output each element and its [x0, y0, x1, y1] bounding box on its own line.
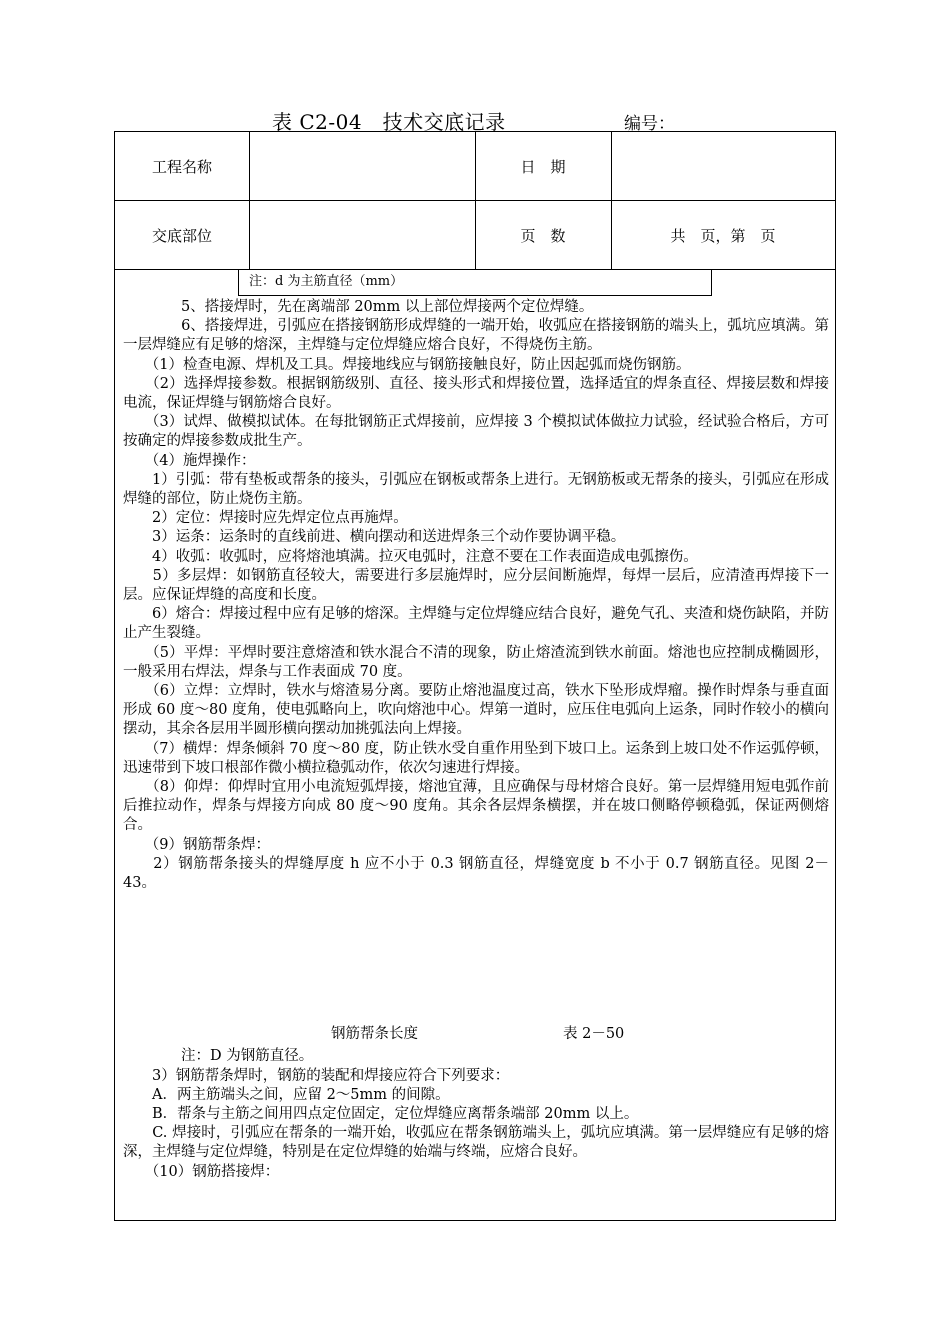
paragraph: 5、搭接焊时，先在离端部 20mm 以上部位焊接两个定位焊缝。: [123, 299, 594, 315]
column-divider: [611, 132, 612, 269]
date-label: 日 期: [520, 158, 566, 176]
document-number-label: 编号：: [624, 114, 675, 134]
form-title-bar: [0, 104, 950, 134]
handover-part-label: 交底部位: [151, 227, 212, 245]
paragraph: （4）施焊操作：: [123, 452, 256, 469]
paragraph: 3）运条：运条时的直线前进、横向摆动和送进焊条三个动作要协调平稳。: [123, 529, 626, 546]
paragraph: A．两主筋端头之间，应留 2～5mm 的间隙。: [123, 1086, 450, 1103]
figure-space: [123, 893, 829, 1025]
paragraph: 6）熔合：焊接过程中应有足够的熔深。主焊缝与定位焊缝应结合良好，避免气孔、夹渣和烧伤缺陷，并防止产生裂缝。: [123, 606, 829, 642]
diameter-note-box: 注：d 为主筋直径（mm）: [238, 270, 712, 296]
paragraph: （10）钢筋搭接焊：: [123, 1163, 280, 1180]
paragraph: 4）收弧：收弧时，应将熔池填满。拉灭电弧时，注意不要在工作表面造成电弧擦伤。: [123, 548, 698, 565]
paragraph: （5）平焊：平焊时要注意熔渣和铁水混合不清的现象，防止熔渣流到铁水前面。熔池也应控制成椭圆形，一般采用右焊法，焊条与工作表面成 70 度。: [123, 644, 829, 680]
paragraph: 2）定位：焊接时应先焊定位点再施焊。: [123, 510, 408, 527]
record-form: [114, 131, 836, 1221]
table-caption: [123, 1025, 829, 1047]
paragraph: （6）立焊：立焊时，铁水与熔渣易分离。要防止熔池温度过高，铁水下坠形成焊瘤。操作时焊条与垂直面形成 60 度～80 度角，使电弧略向上，吹向熔池中心。焊第一道时，应压住电弧向上运条，同时作较小的横向摆动，其余各层用半圆形横向摆动加挑弧法向上焊接。: [123, 683, 829, 738]
paragraph: 1）引弧：带有垫板或帮条的接头，引弧应在钢板或帮条上进行。无钢筋板或无帮条的接头，引弧应在形成焊缝的部位，防止烧伤主筋。: [123, 471, 829, 508]
paragraph: 6、搭接焊进，引弧应在搭接钢筋形成焊缝的一端开始，收弧应在搭接钢筋的端头上，弧坑应填满。第一层焊缝应有足够的熔深，主焊缝与定位焊缝应熔合良好，不得烧伤主筋。: [123, 318, 829, 354]
paragraph: 2）钢筋帮条接头的焊缝厚度 h 应不小于 0.3 钢筋直径，焊缝宽度 b 不小于 0.7 钢筋直径。见图 2－43。: [123, 855, 829, 892]
table-caption-number: 表 2－50: [563, 1026, 625, 1043]
handover-content: [123, 298, 829, 1182]
paragraph: （9）钢筋帮条焊：: [123, 836, 270, 853]
paragraph: （2）选择焊接参数。根据钢筋级别、直径、接头形式和焊接位置，选择适宜的焊条直径、焊接层数和焊接电流，保证焊缝与钢筋熔合良好。: [123, 375, 829, 412]
page-count-value: 共 页，第 页: [670, 227, 776, 245]
document-title: 表 C2-04 技术交底记录: [272, 110, 506, 134]
page-count-label: 页 数: [520, 227, 566, 245]
paragraph: （7）横焊：焊条倾斜 70 度～80 度，防止铁水受自重作用坠到下坡口上。运条到上坡口处不作运弧停顿，迅速带到下坡口根部作微小横拉稳弧动作，依次匀速进行焊接。: [123, 740, 829, 776]
table-caption-title: 钢筋帮条长度: [331, 1026, 418, 1043]
paragraph: 注：D 为钢筋直径。: [123, 1048, 314, 1065]
paragraph: 5）多层焊：如钢筋直径较大，需要进行多层施焊时，应分层间断施焊，每焊一层后，应清渣再焊接下一层。应保证焊缝的高度和长度。: [123, 567, 829, 604]
paragraph: （1）检查电源、焊机及工具。焊接地线应与钢筋接触良好，防止因起弧而烧伤钢筋。: [123, 356, 691, 373]
project-name-label: 工程名称: [151, 158, 212, 176]
column-divider: [249, 132, 250, 269]
paragraph: C. 焊接时，引弧应在帮条的一端开始，收弧应在帮条钢筋端头上，弧坑应填满。第一层焊缝应有足够的熔深，主焊缝与定位焊缝，特别是在定位焊缝的始端与终端，应熔合良好。: [123, 1125, 829, 1161]
paragraph: B．帮条与主筋之间用四点定位固定，定位焊缝应离帮条端部 20mm 以上。: [123, 1105, 639, 1122]
paragraph: 3）钢筋帮条焊时，钢筋的装配和焊接应符合下列要求：: [123, 1067, 510, 1084]
column-divider: [475, 132, 476, 269]
paragraph: （8）仰焊：仰焊时宜用小电流短弧焊接，熔池宜薄，且应确保与母材熔合良好。第一层焊缝用短电弧作前后推拉动作，焊条与焊接方向成 80 度～90 度角。其余各层焊条横摆，并在坡口侧略停顿稳弧，保证两侧熔合。: [123, 779, 829, 834]
paragraph: （3）试焊、做模拟试体。在每批钢筋正式焊接前，应焊接 3 个模拟试体做拉力试验，经试验合格后，方可按确定的焊接参数成批生产。: [123, 414, 829, 450]
